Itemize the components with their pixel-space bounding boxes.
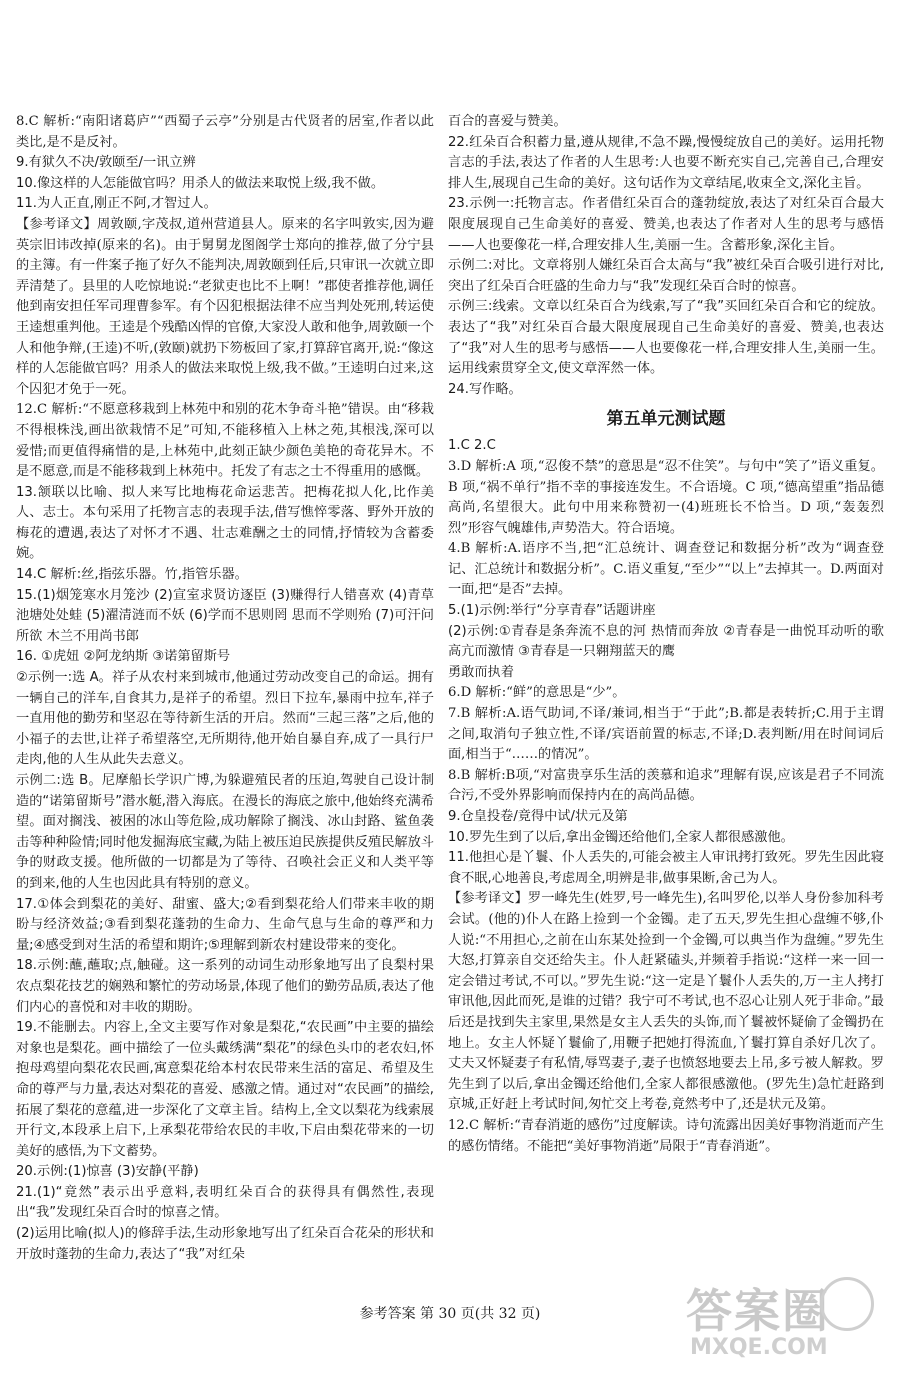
answer-paragraph: 16. ①虎妞 ②阿龙纳斯 ③诺第留斯号: [16, 649, 231, 665]
answer-paragraph: 【参考译文】周敦颐,字茂叔,道州营道县人。原来的名字叫敦实,因为避英宗旧讳改掉(原来的名)。由于舅舅龙图阁学士郑向的推荐,做了分宁县的主簿。有一件案子拖了好久不能判决,周敦颐到任后,只审讯一次就立即弄清楚了。县里的人吃惊地说:“老狱吏也比不上啊！”郡使者推荐他,调任他到南安担任军司理曹参军。有个囚犯根据法律不应当判处死刑,转运使王逵想重判他。王逵是个残酷凶悍的官僚,大家没人敢和他争,周敦颐一个人和他争辩,(王逵)不听,(敦颐)就扔下笏板回了家,打算辞官离开,说:“像这样的人怎能做官吗？用杀人的做法来取悦上级,我不做。”王逵明白过来,这个囚犯才免于一死。: [16, 216, 434, 397]
answer-paragraph: 12.C 解析:“青春消逝的感伤”过度解读。诗句流露出因美好事物消逝而产生的感伤情绪。不能把“美好事物消逝”局限于“青春消逝”。: [448, 1117, 884, 1154]
answer-paragraph: 8.C 解析:“南阳诸葛庐”“西蜀子云亭”分别是古代贤者的居室,作者以此类比,是不是反衬。: [16, 114, 434, 150]
answer-paragraph: 6.D 解析:“鲜”的意思是“少”。: [448, 685, 626, 701]
answer-paragraph: 示例三:线索。文章以红朵百合为线索,写了“我”买回红朵百合和它的绽放。表达了“我”对红朵百合最大限度展现自己生命美好的喜爱、赞美,也表达了“我”对人生的思考与感悟——人也要像花一样,合理安排人生,美丽一生。运用线索贯穿全文,使文章浑然一体。: [448, 299, 884, 377]
answer-paragraph: 23.示例一:托物言志。作者借红朵百合的蓬勃绽放,表达了对红朵百合最大限度展现自己生命美好的喜爱、赞美,也表达了作者对人生的思考与感悟——人也要像花一样,合理安排人生,美丽一生。含蓄形象,深化主旨。: [448, 196, 884, 253]
watermark-ring-icon: [820, 1277, 874, 1331]
watermark-url: MXQE.COM: [690, 1335, 828, 1360]
answer-paragraph: 3.D 解析:A 项,“忍俊不禁”的意思是“忍不住笑”。与句中“笑了”语义重复。B 项,“祸不单行”指不幸的事接连发生。不合语境。C 项,“德高望重”指品德高尚,名望很大。此句中用来称赞初一(4)班班长不恰当。D 项,“轰轰烈烈”形容气魄雄伟,声势浩大。符合语境。: [448, 458, 884, 536]
answer-paragraph: 4.B 解析:A.语序不当,把“汇总统计、调查登记和数据分析”改为“调查登记、汇总统计和数据分析”。C.语义重复,“至少”“以上”去掉其一。D.两面对一面,把“是否”去掉。: [448, 541, 884, 598]
answer-paragraph: 9.仓皇投卷/竟得中试/状元及第: [448, 809, 628, 824]
watermark-text: 答案圈: [686, 1284, 830, 1338]
section-heading: 第五单元测试题: [606, 409, 726, 430]
watermark-logo: [686, 1275, 886, 1375]
answer-paragraph: 10.罗先生到了以后,拿出金镯还给他们,全家人都很感激他。: [448, 829, 794, 845]
answer-paragraph: 1.C 2.C: [448, 438, 496, 454]
answer-paragraph: 勇敢而执着: [448, 664, 514, 680]
answer-paragraph: 21.(1)“竟然”表示出乎意料,表明红朵百合的获得具有偶然性,表现出“我”发现红朵百合时的惊喜之情。: [16, 1184, 434, 1221]
answer-paragraph: 24.写作略。: [448, 381, 522, 397]
answer-paragraph: (2)示例:①青春是条奔流不息的河 热情而奔放 ②青春是一曲悦耳动听的歌 高亢而激情 ③青春是一只翱翔蓝天的鹰: [448, 623, 884, 660]
left-column: [16, 112, 434, 1265]
right-column: [448, 112, 884, 1157]
answer-paragraph: 5.(1)示例:举行“分享青春”话题讲座: [448, 603, 656, 619]
answer-paragraph: 14.C 解析:丝,指弦乐器。竹,指管乐器。: [16, 567, 248, 583]
answer-paragraph: 18.示例:蘸,蘸取;点,触碰。这一系列的动词生动形象地写出了良梨村果农点梨花技艺的娴熟和繁忙的劳动场景,体现了他们的勤劳品质,表达了他们内心的喜悦和对丰收的期盼。: [16, 958, 434, 1015]
answer-paragraph: 11.他担心是丫鬟、仆人丢失的,可能会被主人审讯拷打致死。罗先生因此寝食不眠,心地善良,考虑周全,明辨是非,做事果断,舍己为人。: [448, 850, 884, 886]
answer-paragraph: 7.B 解析:A.语气助词,不译/兼词,相当于“于此”;B.都是表转折;C.用于主谓之间,取消句子独立性,不译/宾语前置的标志,不译;D.表判断/用在时间词后面,相当于“……的情况”。: [448, 706, 884, 763]
page-footer: 参考答案 第 30 页(共 32 页): [359, 1306, 541, 1322]
answer-paragraph: 8.B 解析:B项,“对富贵享乐生活的羡慕和追求”理解有误,应该是君子不同流合污,不受外界影响而保持内在的高尚品德。: [448, 767, 884, 804]
answer-paragraph: 22.红朵百合积蓄力量,遵从规律,不急不躁,慢慢绽放自己的美好。运用托物言志的手法,表达了作者的人生思考:人也要不断充实自己,完善自己,合理安排人生,展现自己生命的美好。这句话作为文章结尾,收束全文,深化主旨。: [448, 134, 884, 191]
answer-paragraph: 20.示例:(1)惊喜 (3)安静(平静): [16, 1164, 199, 1180]
answer-paragraph: 15.(1)烟笼寒水月笼沙 (2)宣室求贤访逐臣 (3)赚得行人错喜欢 (4)青草池塘处处蛙 (5)濯清涟而不妖 (6)学而不思则罔 思而不学则殆 (7)可汗问所欲 木兰不用尚书郎: [16, 587, 434, 644]
answer-paragraph: 10.像这样的人怎能做官吗？用杀人的做法来取悦上级,我不做。: [16, 175, 385, 191]
answer-paragraph: 12.C 解析:“不愿意移栽到上林苑中和别的花木争奇斗艳”错误。由“移栽不得根株浅,画出欲栽情不足”可知,不能移植入上林之苑,其根浅,深可以爱惜;而更值得痛惜的是,上林苑中,此刻正缺少颜色美艳的奇花异木。不是不愿意,而是不能移栽到上林苑中。托发了有志之士不得重用的感慨。: [16, 402, 434, 480]
answer-paragraph: 17.①体会到梨花的美好、甜蜜、盛大;②看到梨花给人们带来丰收的期盼与经济效益;③看到梨花蓬勃的生命力、生命气息与生命的尊严和力量;④感受到对生活的希望和期许;⑤理解到新农村建设带来的变化。: [16, 896, 434, 953]
answer-paragraph: 【参考译文】罗一峰先生(姓罗,号一峰先生),名叫罗伦,以举人身份参加科考会试。(他的)仆人在路上捡到一个金镯。走了五天,罗先生担心盘缠不够,仆人说:“不用担心,之前在山东某处捡到一个金镯,可以典当作为盘缠。”罗先生大怒,打算亲自交还给失主。仆人赶紧磕头,并频着手指说:“这样一来一回一定会错过考试,不可以。”罗先生说:“这一定是丫鬟仆人丢失的,万一主人拷打审讯他,因此而死,是谁的过错？我宁可不考试,也不忍心让别人死于非命。”最后还是找到失主家里,果然是女主人丢失的头饰,而丫鬟被怀疑偷了金镯扔在地上。女主人怀疑丫鬟偷了,用鞭子把她打得流血,丫鬟打算自杀好几次了。丈夫又怀疑妻子有私情,辱骂妻子,妻子也愤怒地要去上吊,多亏被人解救。罗先生到了以后,拿出金镯还给他们,全家人都很感激他。(罗先生)急忙赶路到京城,正好赶上考试时间,匆忙交上考卷,竟然考中了,还是状元及第。: [448, 891, 884, 1113]
answer-paragraph: 11.为人正直,刚正不阿,才智过人。: [16, 196, 217, 212]
answer-paragraph: 百合的喜爱与赞美。: [448, 114, 567, 129]
answer-paragraph: ②示例一:选 A。祥子从农村来到城市,他通过劳动改变自己的命运。拥有一辆自己的洋车,自食其力,是祥子的希望。烈日下拉车,暴雨中拉车,祥子一直用他的勤劳和坚忍在等待新生活的开启。然而“三起三落”之后,他的小福子的去世,让祥子希望落空,无所期待,他开始自暴自弃,成了一具行尸走肉,他的人生从此失去意义。: [16, 670, 434, 768]
answer-paragraph: 19.不能删去。内容上,全文主要写作对象是梨花,“农民画”中主要的描绘对象也是梨花。画中描绘了一位头戴绣满“梨花”的绿色头巾的老农妇,怀抱母鸡望向梨花农民画,寓意梨花给本村农民带来生活的富足、希望及生命的尊严与力量,表达对梨花的喜爱、感激之情。通过对“农民画”的描绘,拓展了梨花的意蕴,进一步深化了文章主旨。结构上,全文以梨花为线索展开行文,本段承上启下,上承梨花带给农民的丰收,下启由梨花带来的一切美好的感悟,为下文蓄势。: [16, 1020, 434, 1159]
answer-paragraph: 示例二:选 B。尼摩船长学识广博,为躲避殖民者的压迫,驾驶自己设计制造的“诺第留斯号”潜水艇,潜入海底。在漫长的海底之旅中,他始终充满希望。面对搁浅、被困的冰山等危险,成功解除了搁浅、冰山封路、鲨鱼袭击等种种险情;同时他发掘海底宝藏,为陆上被压迫民族提供反殖民解放斗争的财政支援。他所做的一切都是为了等待、召唤社会正义和人类平等的到来,他的人生也因此具有特别的意义。: [16, 773, 434, 891]
answer-paragraph: 9.有狱久不决/敦颐至/一讯立辨: [16, 155, 196, 171]
answer-paragraph: 示例二:对比。文章将别人嫌红朵百合太高与“我”被红朵百合吸引进行对比,突出了红朵百合旺盛的生命力与“我”发现红朵百合时的惊喜。: [448, 258, 884, 294]
answer-paragraph: (2)运用比喻(拟人)的修辞手法,生动形象地写出了红朵百合花朵的形状和开放时蓬勃的生命力,表达了“我”对红朵: [16, 1226, 434, 1262]
answer-paragraph: 13.颔联以比喻、拟人来写比地梅花命运悲苦。把梅花拟人化,比作美人、志士。本句采用了托物言志的表现手法,借写憔悴零落、野外开放的梅花的遭遇,表达了对怀才不遇、壮志难酬之士的同情,抒情较为含蓄委婉。: [16, 484, 434, 562]
